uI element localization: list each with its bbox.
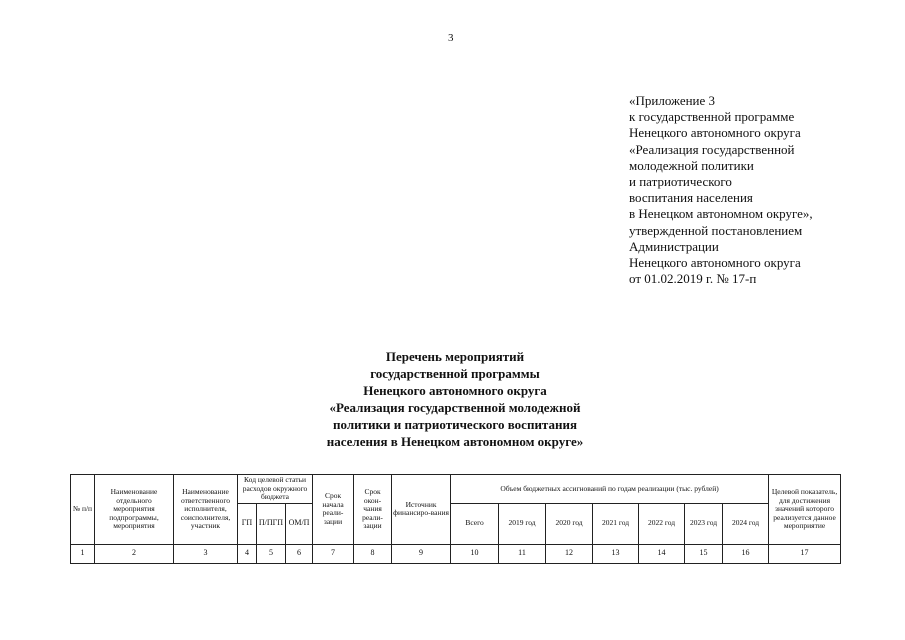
column-number: 7 (313, 544, 354, 563)
column-number: 8 (354, 544, 392, 563)
title-line: «Реализация государственной молодежной (329, 400, 581, 415)
header-executor: Наименование ответственного исполнителя, соисполнителя, участник (174, 475, 238, 545)
column-number: 1 (71, 544, 95, 563)
column-number: 16 (723, 544, 769, 563)
document-title (300, 348, 610, 450)
header-year-2024: 2024 год (723, 503, 769, 544)
appendix-line: «Реализация государственной (629, 141, 795, 157)
column-number: 4 (238, 544, 257, 563)
column-number: 13 (593, 544, 639, 563)
header-budget-code: Код целевой статьи расходов окружного бюджета (238, 475, 313, 504)
appendix-line: и патриотического (629, 174, 732, 190)
appendix-line: «Приложение 3 (629, 93, 716, 108)
appendix-line: воспитания населения (629, 190, 753, 206)
column-number: 15 (685, 544, 723, 563)
header-year-2023: 2023 год (685, 503, 723, 544)
appendix-line: молодежной политики (629, 157, 754, 173)
appendix-line: от 01.02.2019 г. № 17-п (629, 271, 757, 287)
column-number: 17 (769, 544, 841, 563)
header-year-2022: 2022 год (639, 503, 685, 544)
header-number: № п/п (71, 475, 95, 545)
title-line: Ненецкого автономного округа (363, 383, 547, 398)
title-line: политики и патриотического воспитания (333, 417, 577, 432)
header-start-term: Срок начала реали-зации (313, 475, 354, 545)
column-number: 2 (95, 544, 174, 563)
appendix-line: Ненецкого автономного округа (629, 255, 801, 271)
header-om: ОМ/П (286, 503, 313, 544)
title-line: государственной программы (370, 366, 540, 381)
header-end-term: Срок окон-чания реали-зации (354, 475, 392, 545)
column-number: 10 (451, 544, 499, 563)
appendix-line: Администрации (629, 238, 719, 254)
column-number: 3 (174, 544, 238, 563)
appendix-line: утвержденной постановлением (629, 222, 803, 238)
activities-table (70, 474, 841, 564)
appendix-line: Ненецкого автономного округа (629, 125, 801, 141)
page-number: 3 (448, 32, 454, 44)
title-line: населения в Ненецком автономном округе» (326, 434, 584, 449)
appendix-line: в Ненецком автономном округе», (629, 206, 813, 222)
header-activity-name: Наименование отдельного мероприятия подпрограммы, мероприятия (95, 475, 174, 545)
column-number: 12 (546, 544, 593, 563)
header-year-2020: 2020 год (546, 503, 593, 544)
header-year-2021: 2021 год (593, 503, 639, 544)
appendix-line: к государственной программе (629, 109, 795, 125)
header-budget-volume: Объем бюджетных ассигнований по годам реализации (тыс. рублей) (451, 475, 769, 504)
header-total: Всего (451, 503, 499, 544)
header-year-2019: 2019 год (499, 503, 546, 544)
appendix-note (629, 93, 899, 287)
column-number: 5 (257, 544, 286, 563)
header-target-indicator: Целевой показатель, для достижения значений которого реализуется данное мероприятие (769, 475, 841, 545)
column-number: 6 (286, 544, 313, 563)
header-gp: ГП (238, 503, 257, 544)
header-ppgp: П/ПГП (257, 503, 286, 544)
title-line: Перечень мероприятий (385, 349, 525, 364)
column-number: 14 (639, 544, 685, 563)
header-funding-source: Источник финансиро-вания (392, 475, 451, 545)
column-number: 9 (392, 544, 451, 563)
column-number: 11 (499, 544, 546, 563)
